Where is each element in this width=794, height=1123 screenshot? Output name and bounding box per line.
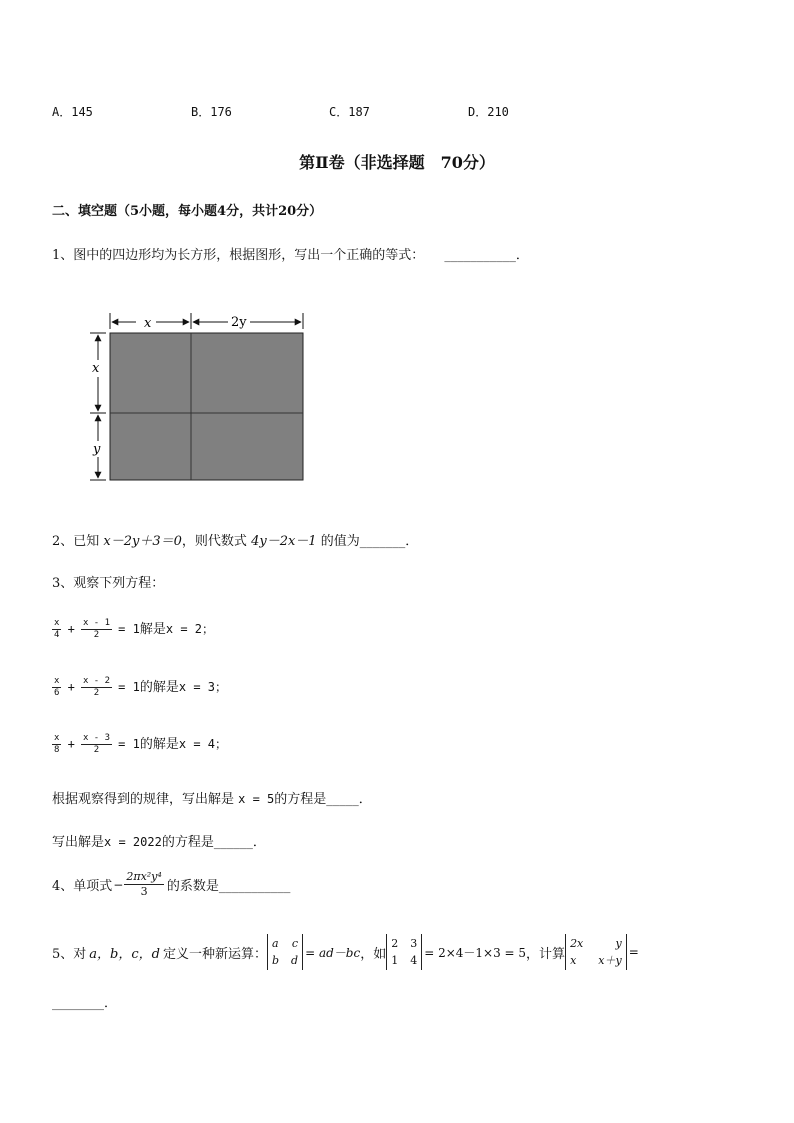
fig-outer-rect [110,333,303,480]
question-5: 5、对 a，b，c，d 定义一种新运算： a c b d = ad－bc ，如 2 3 1 4 = 2×4－1×3 = 5 ，计算 2x y x x＋y = [52,934,639,970]
q4-prefix: 4、单项式 [52,879,113,894]
q2-mid: ，则代数式 [181,534,247,549]
option-d: D．210 [468,105,509,119]
section-title: 第Ⅱ卷（非选择题 70分） [299,153,495,172]
q5-determinant-def: a c b d [267,934,303,970]
q5-determinant-example: 2 3 1 4 [386,934,422,970]
q4-fraction: $\frac{\text{2πx²y⁴}}{3}$ [126,870,162,898]
q3-equation-1: $\frac{x}{4}$ + $\frac{x - 1}{2}$ = 1解是x = 2； [54,618,214,640]
fig-left-y-label: y [93,442,101,457]
fig-top-x-label: x [144,316,152,331]
q1-rectangle-figure [82,305,322,495]
q5-answer-blank: ________． [52,996,118,1011]
q1-blank: ___________． [444,248,529,263]
q1-text: 1、图中的四边形均为长方形，根据图形，写出一个正确的等式： [52,248,425,263]
part-heading: 二、填空题（5小题，每小题4分，共计20分） [52,204,323,219]
q2-prefix: 2、已知 [52,534,100,549]
option-b: B．176 [191,105,232,119]
fig-left-x-label: x [92,361,100,376]
q2-suffix: 的值为_______． [320,534,419,549]
q3-intro: 3、观察下列方程： [52,576,165,591]
q3-rule: 根据观察得到的规律，写出解是 x = 5的方程是_____． [52,792,372,807]
q4-suffix: 的系数是___________ [166,879,291,894]
q5-determinant-calc: 2x y x x＋y [565,934,627,970]
q3-equation-3: $\frac{x}{8}$ + $\frac{x - 3}{2}$ = 1的解是x = 4； [54,733,227,755]
q2-equation: x－2y＋3＝0 [103,534,182,549]
q3-write: 写出解是x = 2022的方程是______． [52,835,266,850]
q2-expression: 4y－2x－1 [251,534,317,549]
question-2 [52,530,418,549]
fig-top-2y-label: 2y [231,315,247,330]
option-a: A．145 [52,105,93,119]
question-1 [52,244,529,263]
question-4: 4、单项式 − $\frac{\text{2πx²y⁴}}{3}$ 的系数是___________ [52,870,291,898]
q3-equation-2: $\frac{x}{6}$ + $\frac{x - 2}{2}$ = 1的解是x = 3； [54,676,227,698]
option-c: C．187 [329,105,370,119]
